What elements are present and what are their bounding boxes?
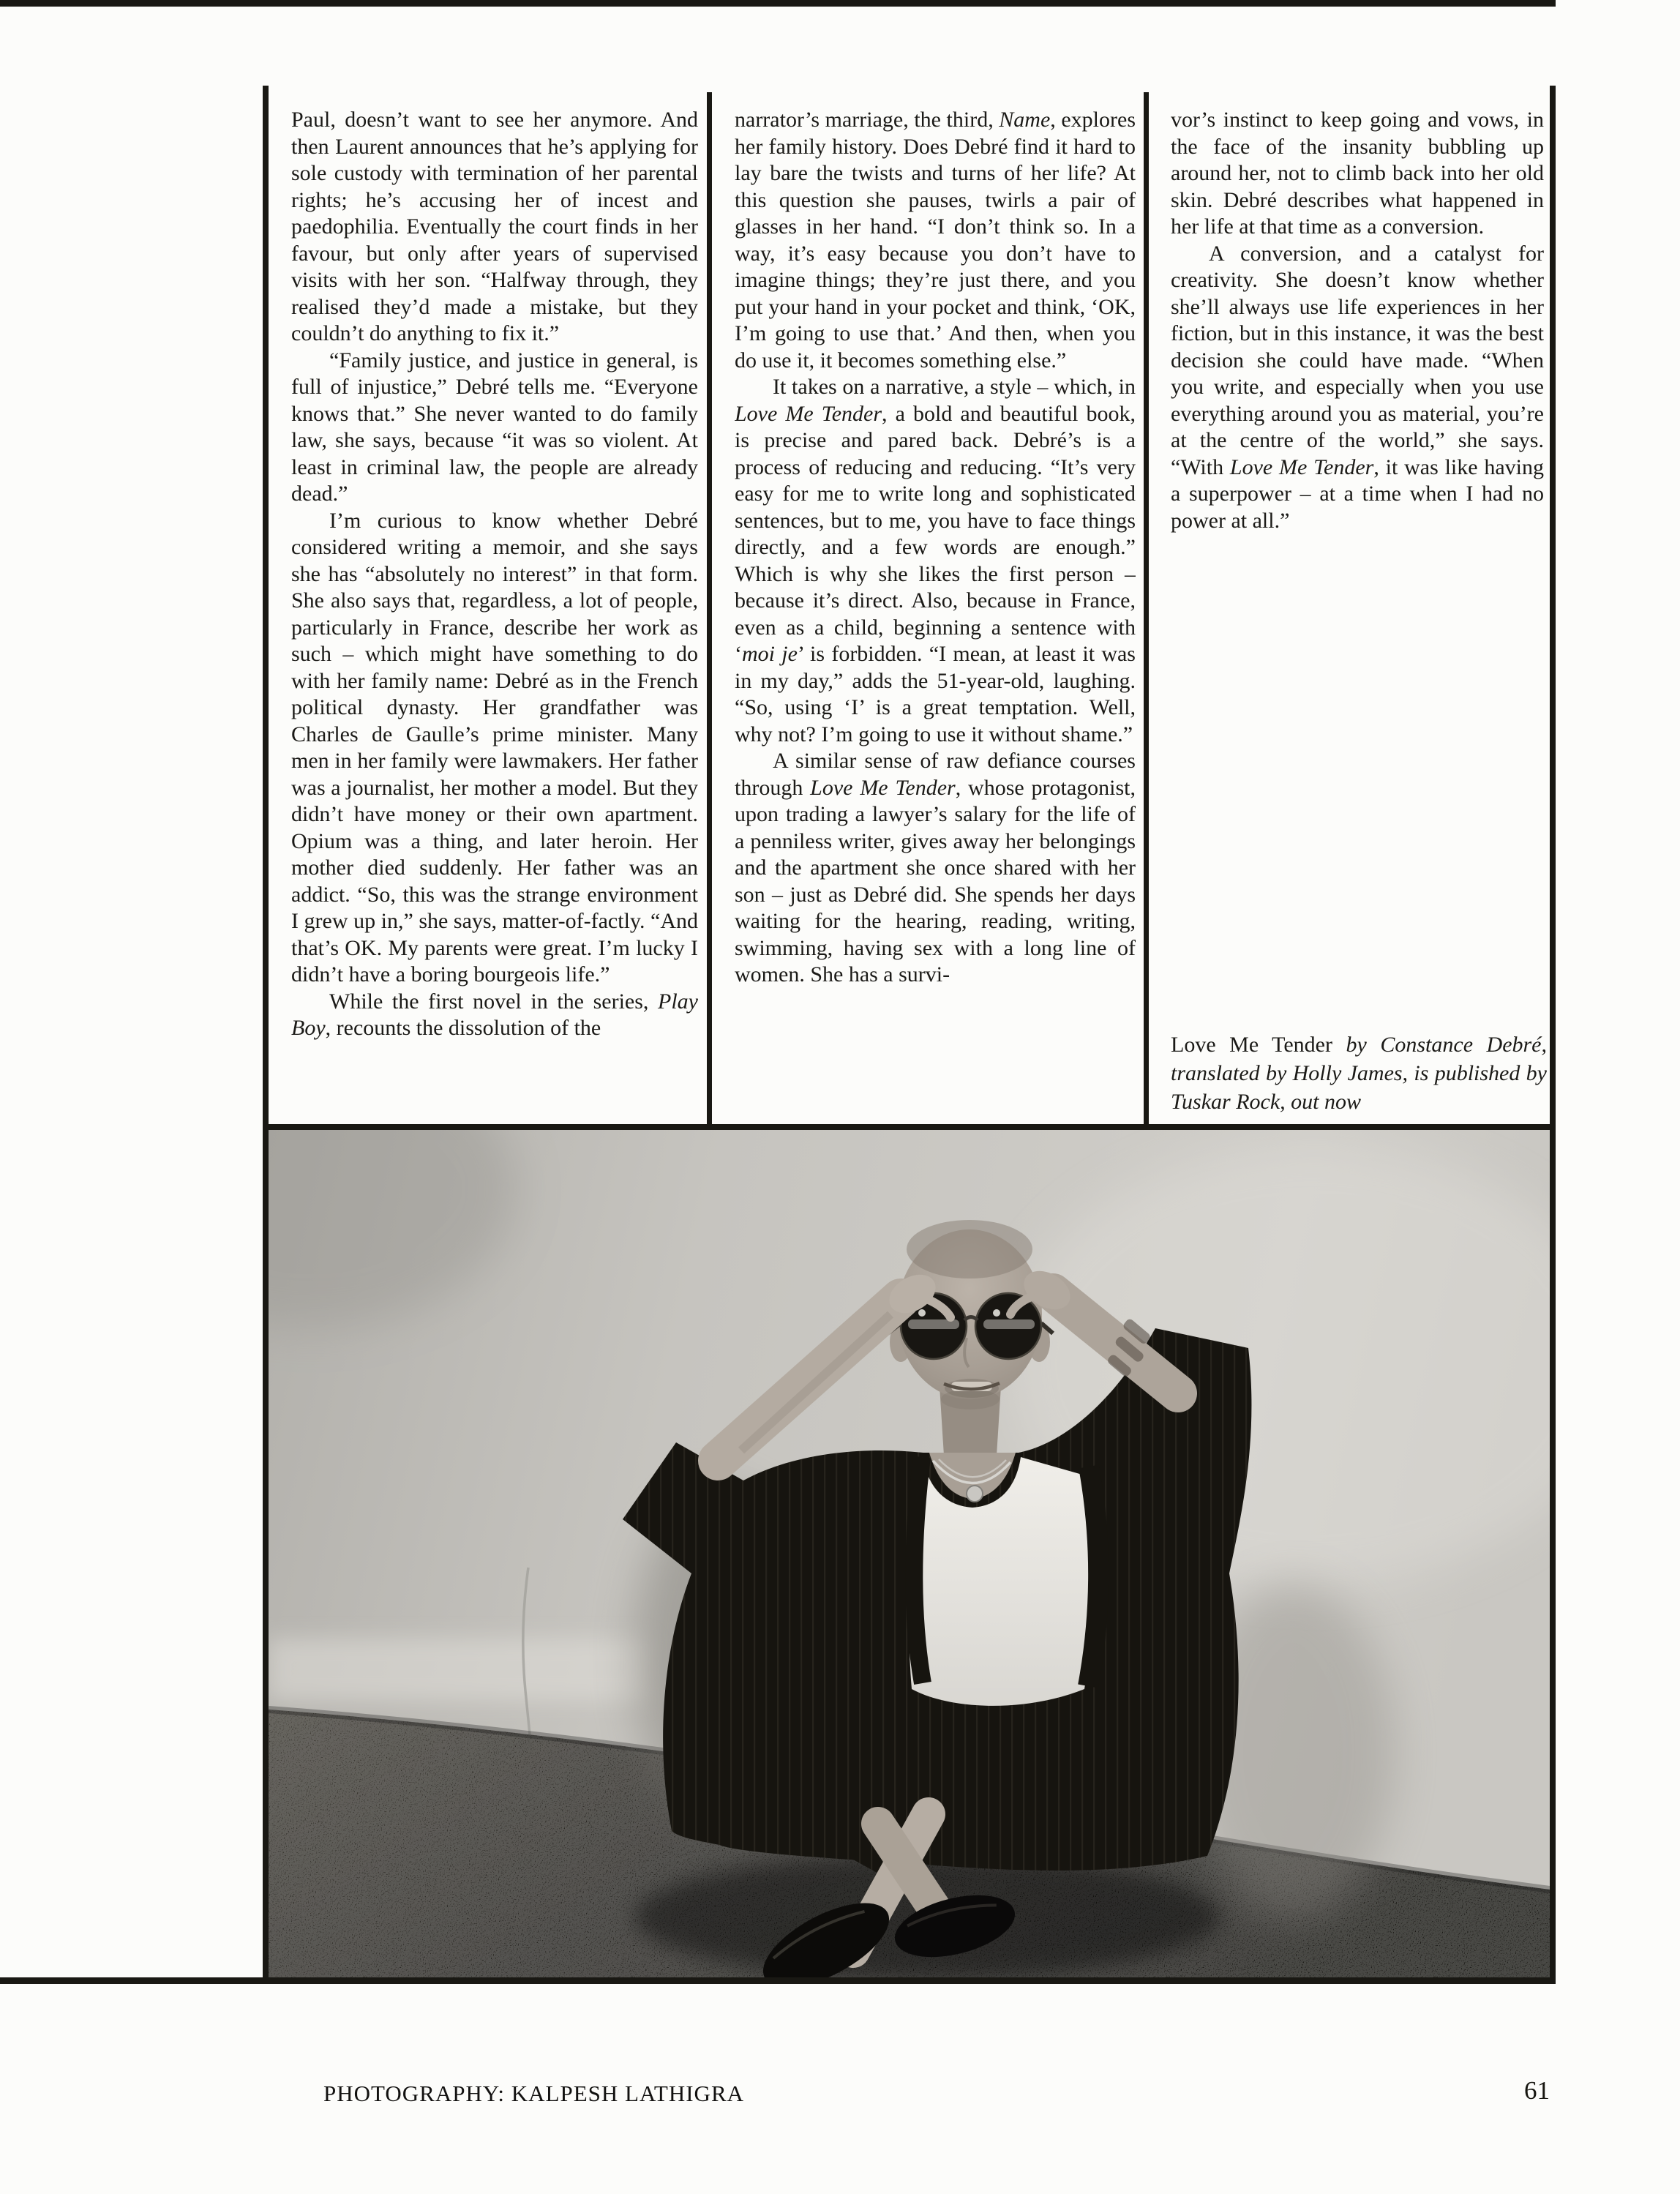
photo-illustration [269, 1130, 1550, 1977]
page-number: 61 [1524, 2076, 1550, 2105]
italic-title-run: Love Me Tender [1229, 454, 1374, 479]
lens-glint-left [918, 1309, 926, 1317]
text-run: It takes on a narrative, a style – which, in [773, 375, 1136, 399]
text-run: , explores her family history. Does Debré find it hard to lay bare the twists and turns of her life? At this question she pauses, twirls a pair of glasses in her hand. “I don’t think so. In a way, it’s easy because you don’t have to imagine things; they’re just there, and you put your hand in your pocket and think, ‘OK, I’m going to use that.’ And then, when you do use it, it becomes something else.” [735, 108, 1136, 372]
text-run: “Family justice, and justice in general, is full of injustice,” Debré tells me. “Everyone knows that.” She never wanted to do family law, she says, because “it was so violent. At least in criminal law, the people are already dead.” [291, 348, 698, 506]
text-run: vor’s instinct to keep going and vows, in the face of the insanity bubbling up around her, not to climb back into her old skin. Debré describes what happened in her life at that time as a conversion. [1171, 108, 1544, 239]
article-paragraph [735, 374, 1136, 748]
italic-title-run: Love Me Tender [735, 401, 882, 426]
top-rule [0, 0, 1556, 7]
italic-title-run: Love Me Tender [810, 775, 956, 800]
jacket-lapel-left [914, 1457, 923, 1683]
text-run: narrator’s marriage, the third, [735, 108, 1000, 132]
lens-glint-right [993, 1309, 1000, 1317]
bottom-rule [0, 1977, 1556, 1984]
necklace-pendant [967, 1486, 983, 1502]
jacket-lapel-right [1088, 1467, 1098, 1686]
article-column-3 [1171, 107, 1544, 1120]
article-paragraph [291, 348, 698, 508]
buzzed-scalp [907, 1220, 1032, 1278]
text-run: Paul, doesn’t want to see her anymore. And then Laurent announces that he’s applying for sole custody with termination of her parental rights; he’s accusing her of incest and paedophilia. Eventually the court finds in her favour, but only after years of supervised visits with her son. “Halfway through, they realised they’d made a mistake, but they couldn’t do anything to fix it.” [291, 108, 698, 345]
photo-seated-portrait [269, 1130, 1550, 1977]
left-column-rule [263, 86, 269, 1984]
wall-base-highlight [269, 1639, 649, 1701]
article-paragraph [291, 508, 698, 989]
text-run: ’ is forbidden. “I mean, at least it was in my day,” adds the 51-year-old, laughing. “So, using ‘I’ is a great temptation. Well, why not? I’m going to use it without shame.” [735, 642, 1136, 746]
article-column-1 [291, 107, 698, 1120]
text-run: A similar sense of raw defiance courses through [735, 749, 1136, 800]
text-run: , whose protagonist, upon trading a lawyer’s salary for the life of a penniless writer, gives away her belongings and the apartment she once shared with her son – just as Debré did. She spends her days waiting for the hearing, reading, writing, swimming, having sex with a long line of women. She has a survi- [735, 775, 1136, 986]
article-paragraph [1171, 241, 1544, 535]
photo-top-rule [263, 1124, 1556, 1130]
article-paragraph [1171, 107, 1544, 241]
column-divider-1 [707, 92, 712, 1128]
text-run: A conversion, and a catalyst for creativity. She doesn’t know whether she’ll always use life experiences in her fiction, but in this instance, it was the best decision she could have made. “When you write, and especially when you use everything around you as material, you’re at the centre of the world,” she says. “With [1171, 241, 1544, 479]
article-column-2 [735, 107, 1136, 1120]
text-run: , recounts the dissolution of the [325, 1016, 601, 1040]
italic-title-run: by Constance Debré, translated by Holly James, is published by Tuskar Rock, out now [1171, 1033, 1547, 1114]
text-run: While the first novel in the series, [329, 989, 659, 1014]
text-run: I’m curious to know whether Debré considered writing a memoir, and she says she has “absolutely no interest” in that form. She also says that, regardless, a lot of people, particularly in France, describe her work as such – which might have something to do with her family name: Debré as in the French political dynasty. Her grandfather was Charles de Gaulle’s prime minister. Many men in her family were lawmakers. Her father was a journalist, her mother a model. But they didn’t have money or their own apartment. Opium was a thing, and later heroin. Her mother died suddenly. Her father was an addict. “So, this was the strange environment I grew up in,” she says, matter-of-factly. “And that’s OK. My parents were great. I’m lucky I didn’t have a boring bourgeois life.” [291, 508, 698, 986]
italic-title-run: moi je [742, 642, 798, 666]
italic-title-run: Name [999, 108, 1051, 132]
text-run: Love Me Tender [1171, 1033, 1346, 1057]
article-paragraph [291, 989, 698, 1042]
text-run: , a bold and beautiful book, is precise and pared back. Debré’s is a process of reducing and reducing. “It’s very easy for me to write long and sophisticated sentences, but to me, you have to face things directly, and a few words are enough.” Which is why she likes the first person – because it’s direct. Also, because in France, even as a child, beginning a sentence with ‘ [735, 401, 1136, 666]
photography-credit: PHOTOGRAPHY: KALPESH LATHIGRA [323, 2081, 745, 2106]
article-paragraph [735, 107, 1136, 374]
lens-reflection-right [983, 1319, 1035, 1329]
book-attribution [1171, 1030, 1547, 1116]
article-paragraph [735, 748, 1136, 989]
italic-title-run: Play Boy [291, 989, 698, 1040]
text-run: , it was like having a superpower – at a time when I had no power at all.” [1171, 454, 1544, 533]
column-divider-2 [1144, 92, 1149, 1128]
right-column-rule [1550, 86, 1556, 1984]
article-paragraph [291, 107, 698, 348]
